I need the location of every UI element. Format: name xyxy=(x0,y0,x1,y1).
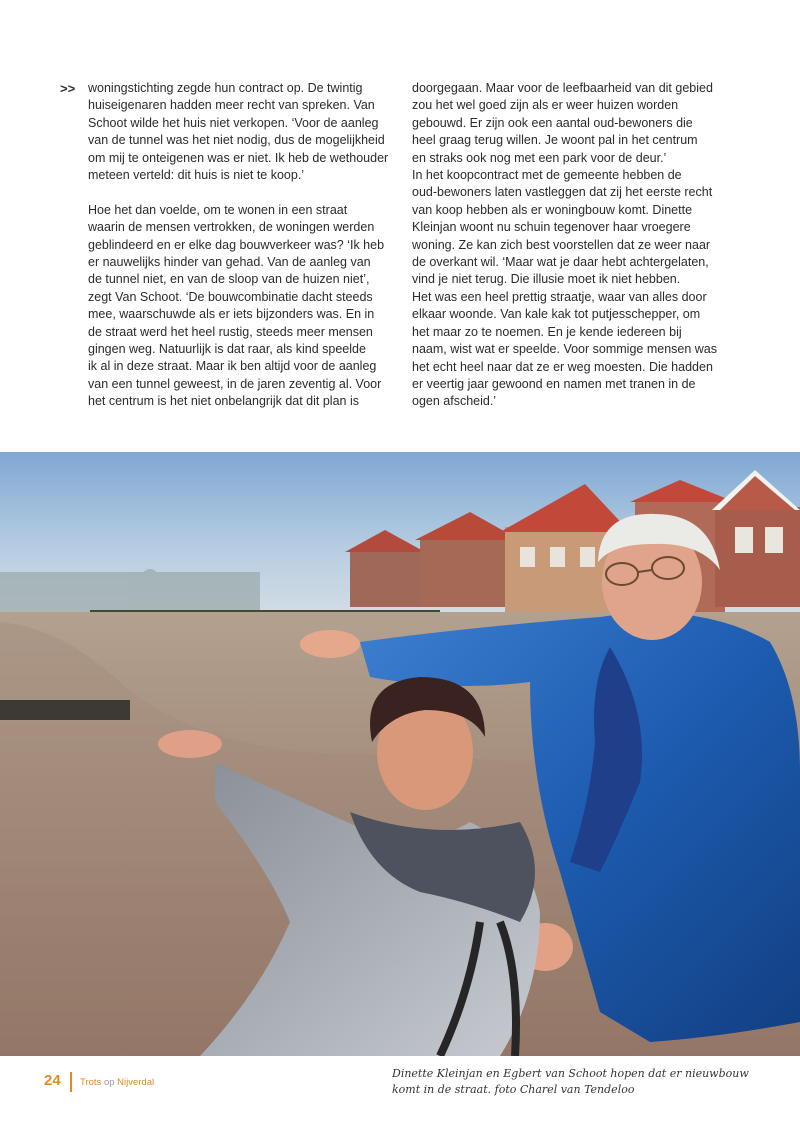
photo-caption: Dinette Kleinjan en Egbert van Schoot hopen dat er nieuwbouw komt in de straat. foto Charel van Tendeloo xyxy=(392,1067,749,1096)
man-hand xyxy=(300,630,360,658)
magazine-name xyxy=(80,1077,154,1088)
magazine-title: Nijverdal xyxy=(117,1077,155,1088)
magazine-prefix: Trots xyxy=(80,1077,102,1088)
woman-hand xyxy=(158,730,222,758)
article-body xyxy=(60,80,760,430)
paragraph: Hoe het dan voelde, om te wonen in een straat waarin de mensen vertrokken, de woningen werden geblindeerd en er elke dag bouwverkeer was? ‘Ik heb er nauwelijks hinder van gehad. Van de aanleg van de tunnel niet, en van de sloop van de huizen niet’, zegt Van Schoot. ‘De bouwcombinatie dacht steeds mee, waarschuwde als er iets bijzonders was. En in de straat werd het heel rustig, steeds meer mensen gingen weg. Natuurlijk is dat raar, als kind speelde ik al in deze straat. Maar ik ben altijd voor de aanleg van een tunnel geweest, in de jaren zeventig al. Voor het centrum is het niet onbelangrijk dat dit plan is xyxy=(88,202,385,409)
paragraph: woningstichting zegde hun contract op. De twintig huiseigenaren hadden meer recht van spreken. Van Schoot wilde het huis niet verkopen. ‘Voor de aanleg van de tunnel was het niet nodig, dus de mogelijkheid om mij te onteigenen was er niet. Ik heb de wethouder meteen verteld: dit huis is niet te koop.’ xyxy=(88,81,389,183)
article-column-right xyxy=(412,80,762,428)
continuation-marker: >> xyxy=(60,81,76,96)
page-footer xyxy=(0,1062,800,1134)
article-photo xyxy=(0,452,800,1056)
distant-trees xyxy=(0,569,260,612)
magazine-op: op xyxy=(103,1077,115,1088)
page-number: 24 xyxy=(44,1072,61,1089)
footer-divider xyxy=(70,1072,72,1092)
paragraph: doorgegaan. Maar voor de leefbaarheid van dit gebied zou het wel goed zijn als er weer huizen worden gebouwd. Er zijn ook een aantal oud-bewoners die heel graag terug willen. Je woont pal in het centrum en straks ook nog met een park voor de deur.’ In het koopcontract met de gemeente hebben de oud-bewoners laten vastleggen dat zij het eerste recht van koop hebben als er woningbouw komt. Dinette Kleinjan woont nu schuin tegenover haar vroegere woning. Ze kan zich best voorstellen dat ze weer naar de overkant wil. ‘Maar wat je daar hebt achtergelaten, vind je niet terug. Die illusie moet ik niet hebben. Het was een heel prettig straatje, waar van alles door elkaar woonde. Van kale kak tot putjesschepper, om het maar zo te noemen. En je kende iedereen bij naam, wist wat er speelde. Voor sommige mensen was het echt heel naar dat ze er weg moesten. Die hadden er veertig jaar gewoond en namen met tranen in de ogen afscheid.’ xyxy=(412,81,717,409)
article-column-left xyxy=(88,80,433,428)
bench xyxy=(0,700,130,720)
